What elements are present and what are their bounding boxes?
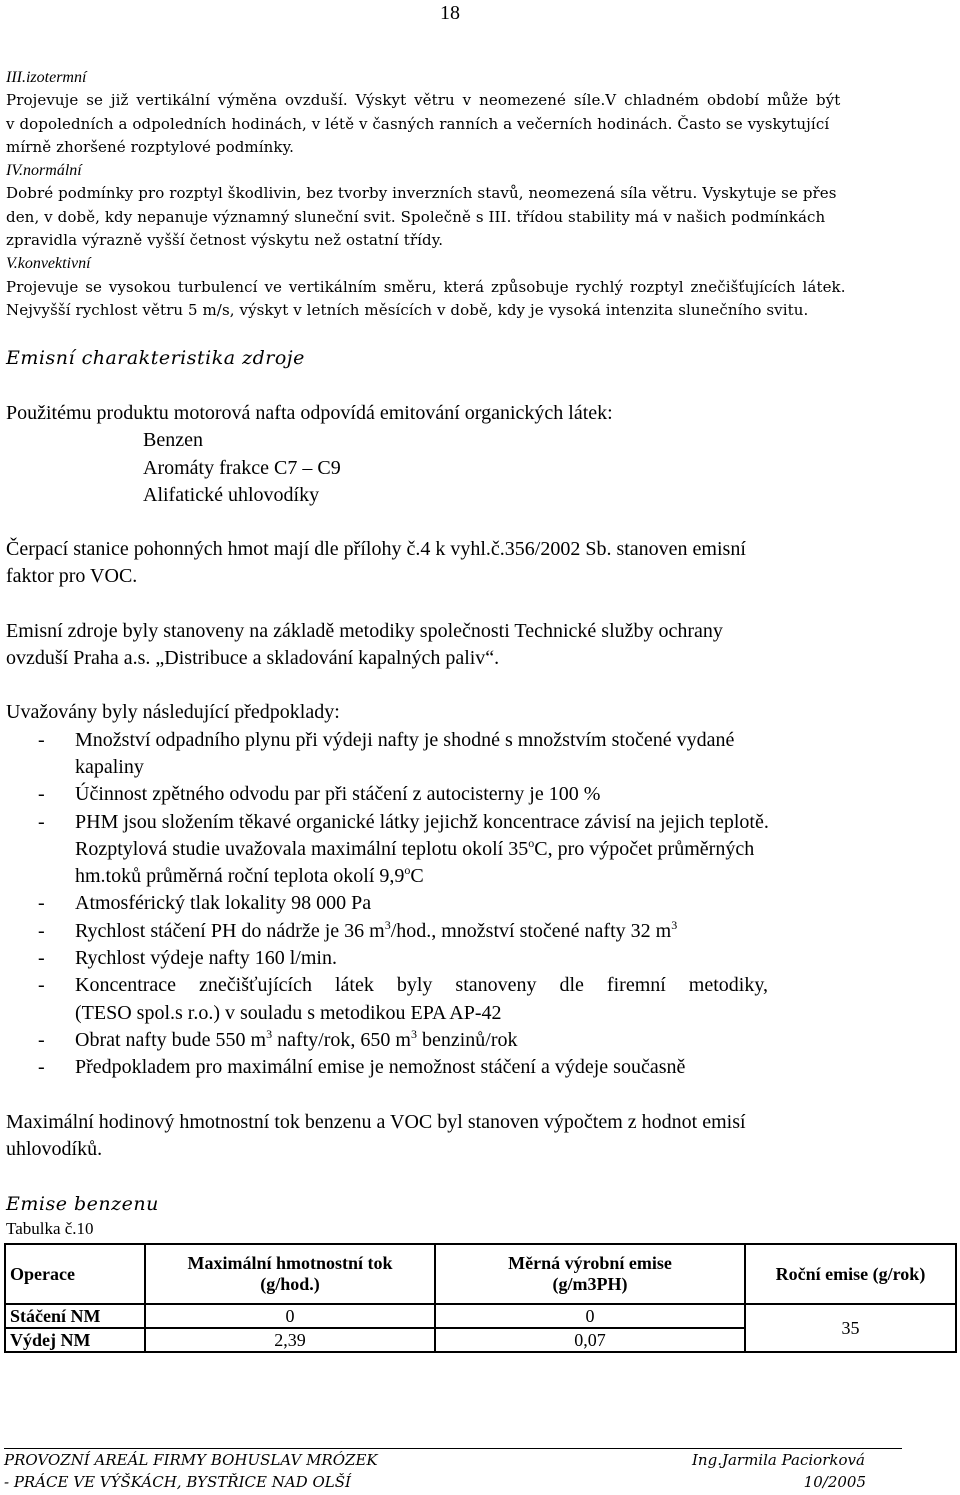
list-item: - Množství odpadního plynu při výdeji nafty je shodné s množstvím stočené vydané kapaliny (38, 728, 735, 778)
cell-annual: 35 (745, 1304, 956, 1352)
header-operace: Operace (5, 1244, 145, 1304)
cell-max: 0 (145, 1304, 435, 1328)
class3-line1: Projevuje se již vertikální výměna ovzduší. Výskyt větru v neomezené síle.V chladném období může být (6, 91, 841, 110)
paragraph-line: Čerpací stanice pohonných hmot mají dle přílohy č.4 k vyhl.č.356/2002 Sb. stanoven emisní (6, 538, 746, 561)
paragraph-line: uhlovodíků. (6, 1137, 103, 1160)
class4-line2: den, v době, kdy nepanuje významný sluneční svit. Společně s III. třídou stability má v našich podmínkách (6, 207, 826, 226)
table-row (5, 1304, 956, 1328)
assumptions-title: Uvažovány byly následující předpoklady: (6, 701, 340, 724)
cell-operation: Stáčení NM (5, 1304, 145, 1328)
list-item: - Obrat nafty bude 550 $m^3$ nafty/rok, 650 $m^3$ benzinů/rok (38, 1026, 518, 1051)
list-item: - Předpokladem pro maximální emise je nemožnost stáčení a výdeje současně (38, 1056, 686, 1079)
class3-line3: mírně zhoršené rozptylové podmínky. (6, 137, 295, 156)
page-number: 18 (440, 2, 460, 24)
cell-operation: Výdej NM (5, 1328, 145, 1352)
list-item: - Účinnost zpětného odvodu par při stáčení z autocisterny je 100 % (38, 783, 601, 806)
paragraph-line: ovzduší Praha a.s. „Distribuce a skladování kapalných paliv“. (6, 647, 500, 670)
header-max-flow: Maximální hmotnostní tok (g/hod.) (145, 1244, 435, 1304)
header-annual: Roční emise (g/rok) (745, 1244, 956, 1304)
cell-spec: 0,07 (435, 1328, 745, 1352)
paragraph-line: Emisní zdroje byly stanoveny na základě metodiky společnosti Technické služby ochrany (6, 619, 723, 642)
list-item: - Koncentrace znečišťujících látek byly stanoveny dle firemní metodiky, (TESO spol.s r.o.) v souladu s metodikou EPA AP-42 (38, 974, 769, 1024)
substance-item: Benzen (143, 429, 203, 452)
class4-title: IV.normální (6, 162, 82, 180)
class5-title: V.konvektivní (6, 255, 91, 273)
list-item: - Rychlost stáčení PH do nádrže je 36 $m^3$/hod., množství stočené nafty 32 $m^3$ (38, 917, 678, 942)
cell-spec: 0 (435, 1304, 745, 1328)
stability-section (6, 66, 899, 322)
class4-line1: Dobré podmínky pro rozptyl škodlivin, bez tvorby inverzních stavů, neomezená síla větru. Vyskytuje se přes (6, 184, 837, 203)
class3-title: III.izotermní (6, 69, 87, 86)
emission-section (6, 400, 899, 1163)
class3-line2: v dopoledních a odpoledních hodinách, v létě v časných ranních a večerních hodinách. Často se vyskytující (6, 114, 830, 133)
class4-line3: zpravidla výrazně vyšší četnost výskytu než ostatní třídy. (6, 231, 444, 250)
cell-max: 2,39 (145, 1328, 435, 1352)
class5-line1: Projevuje se vysokou turbulencí ve vertikálním směru, která způsobuje rychlý rozptyl znečišťujících látek. (6, 277, 846, 296)
footer-author: Ing.Jarmila Paciorková (692, 1451, 865, 1469)
paragraph-line: Maximální hodinový hmotnostní tok benzenu a VOC byl stanoven výpočtem z hodnot emisí (6, 1110, 746, 1133)
footer-date: 10/2005 (803, 1473, 866, 1491)
list-item: - PHM jsou složením těkavé organické látky jejichž koncentrace závisí na jejich teplotě. Rozptylová studie uvažovala maximální teplotu okolí 35$^o$C, pro výpočet průměrných hm.toků průměrná roční teplota okolí 9,9$^o$C (38, 810, 769, 888)
emission-heading: Emisní charakteristika zdroje (6, 347, 305, 369)
footer (4, 1448, 902, 1493)
class5-line2: Nejvyšší rychlost větru 5 m/s, výskyt v letních měsících v době, kdy je vysoká intenzita slunečního svitu. (6, 300, 809, 319)
paragraph-line: faktor pro VOC. (6, 565, 138, 588)
assumptions-list (6, 727, 899, 1082)
benzene-table (4, 1243, 957, 1353)
emission-intro: Použitému produktu motorová nafta odpovídá emitování organických látek: (6, 402, 613, 424)
header-spec-emission: Měrná výrobní emise (g/m3PH) (435, 1244, 745, 1304)
substance-item: Aromáty frakce C7 – C9 (143, 456, 341, 479)
table-header-row (5, 1244, 956, 1304)
substance-item: Alifatické uhlovodíky (143, 483, 320, 506)
table-caption: Tabulka č.10 (6, 1219, 94, 1238)
list-item: - Rychlost výdeje nafty 160 l/min. (38, 947, 337, 970)
footer-company: PROVOZNÍ AREÁL FIRMY BOHUSLAV MRÓZEK (4, 1451, 378, 1469)
benzene-heading: Emise benzenu (6, 1193, 159, 1215)
list-item: - Atmosférický tlak lokality 98 000 Pa (38, 892, 372, 915)
footer-location: - PRÁCE VE VÝŠKÁCH, BYSTŘICE NAD OLŠÍ (4, 1473, 351, 1491)
